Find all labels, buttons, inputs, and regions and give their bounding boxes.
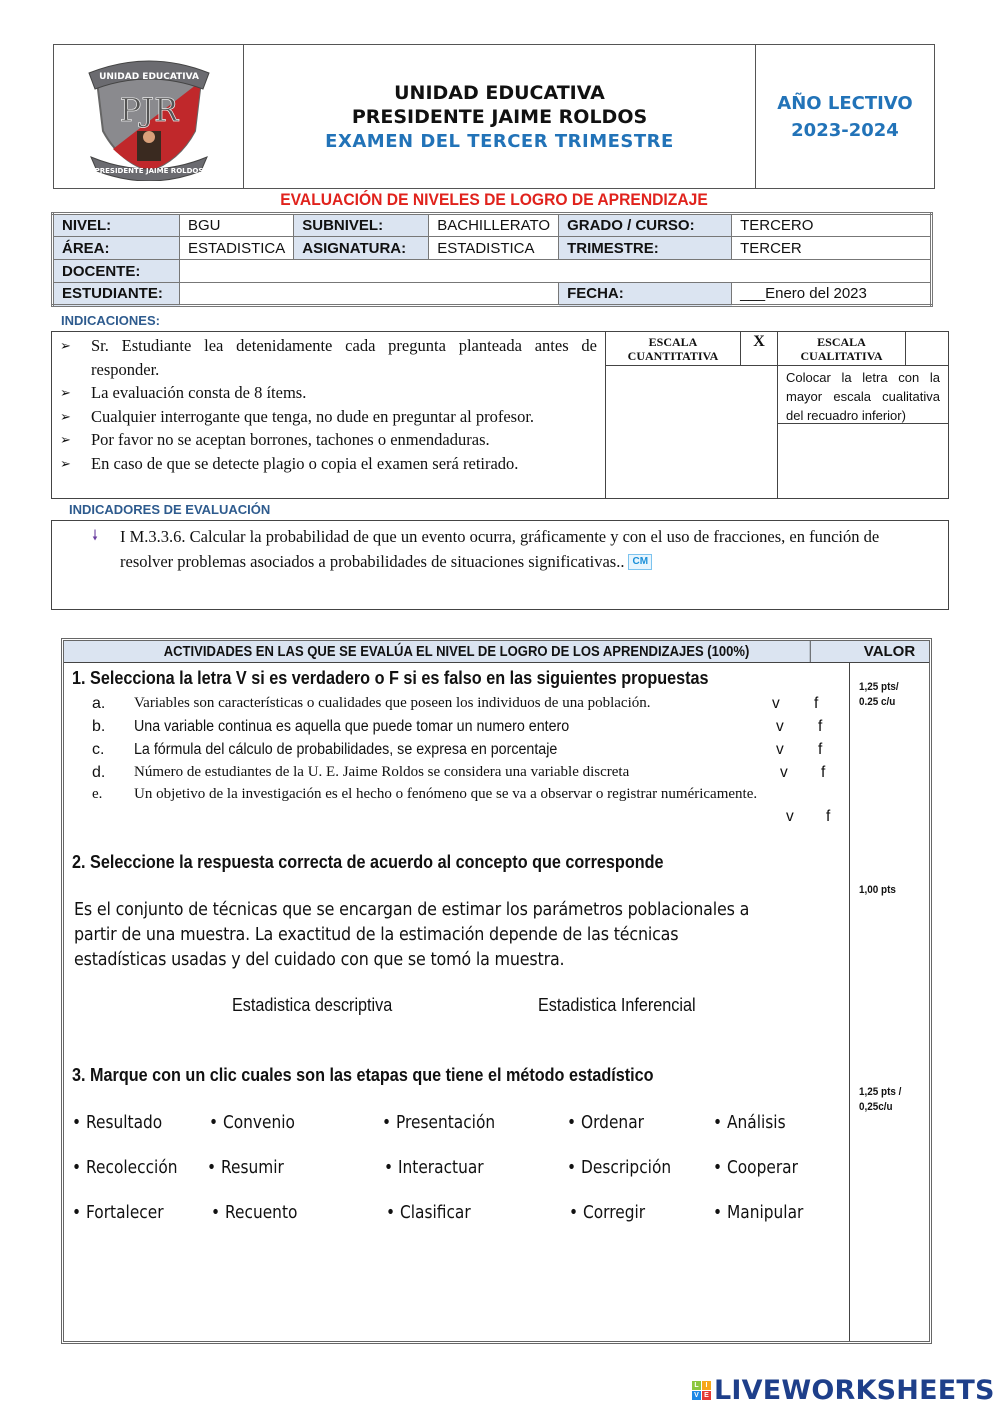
true-option-d[interactable]: v bbox=[780, 764, 788, 781]
indicator-text: I M.3.3.6. Calcular la probabilidad de que un evento ocurra, gráficamente y con el uso de fracciones, en función de resolver problemas asociados a probabilidades de situaciones significativas.. CM bbox=[120, 527, 880, 571]
liveworksheets-brand bbox=[692, 1375, 995, 1406]
svg-text:PJR: PJR bbox=[119, 90, 178, 129]
estudiante-field[interactable] bbox=[180, 283, 559, 306]
down-arrow-bullet-icon: 🠗 bbox=[92, 529, 99, 544]
school-year-cell bbox=[756, 45, 934, 188]
activities-table bbox=[61, 638, 932, 1344]
tf-item-d: d. Número de estudiantes de la U. E. Jaime Roldos se considera una variable discreta bbox=[92, 764, 630, 781]
tf-item-c: c. La fórmula del cálculo de probabilidades, se expresa en porcentaje bbox=[92, 741, 558, 758]
stage-option[interactable]: • Ordenar bbox=[567, 1113, 644, 1133]
subnivel-label: SUBNIVEL: bbox=[294, 214, 429, 237]
indicadores-label: INDICADORES DE EVALUACIÓN bbox=[69, 502, 271, 517]
indicacion-item: ➢ Sr. Estudiante lea detenidamente cada pregunta planteada antes de responder. bbox=[60, 334, 597, 381]
fecha-label: FECHA: bbox=[559, 283, 732, 306]
evaluation-title: EVALUACIÓN DE NIVELES DE LOGRO DE APRENDIZAJE bbox=[280, 190, 708, 209]
activities-content bbox=[64, 663, 850, 1341]
q3-value: 1,25 pts / 0,25c/u bbox=[859, 1086, 902, 1113]
trimestre-label: TRIMESTRE: bbox=[559, 237, 732, 260]
asignatura-label: ASIGNATURA: bbox=[294, 237, 429, 260]
grado-value: TERCERO bbox=[732, 214, 932, 237]
quantitative-score-field[interactable] bbox=[606, 366, 778, 498]
tf-item-a: a. Variables son características o cualidades que poseen los individuos de una población. bbox=[92, 695, 651, 712]
question-2-paragraph: Es el conjunto de técnicas que se encargan de estimar los parámetros poblacionales a partir de una muestra. La exactitud de la estimación depende de las técnicas estadísticas usadas y del cuidado con que se tomó la muestra. bbox=[74, 900, 750, 970]
school-crest-icon bbox=[79, 53, 219, 181]
stage-option[interactable]: • Presentación bbox=[382, 1113, 496, 1133]
liveworksheets-logo-icon: L I V E bbox=[692, 1381, 711, 1400]
stage-option[interactable]: • Análisis bbox=[713, 1113, 786, 1133]
indicacion-item: ➢ En caso de que se detecte plagio o copia el examen será retirado. bbox=[60, 452, 597, 476]
question-3-title: 3. Marque con un clic cuales son las etapas que tiene el método estadístico bbox=[72, 1065, 654, 1085]
school-logo-cell bbox=[54, 45, 244, 188]
arrow-bullet-icon: ➢ bbox=[60, 408, 71, 424]
scale-qualitative-mark[interactable] bbox=[906, 332, 948, 366]
scale-qualitative-header: ESCALA CUALITATIVA bbox=[778, 332, 906, 366]
fecha-value: ___Enero del 2023 bbox=[732, 283, 932, 306]
qualitative-score-field[interactable] bbox=[778, 424, 948, 498]
stage-option[interactable]: • Convenio bbox=[209, 1113, 295, 1133]
year-value: 2023-2024 bbox=[791, 119, 899, 141]
stage-option[interactable]: • Recuento bbox=[211, 1203, 298, 1223]
area-value: ESTADISTICA bbox=[180, 237, 294, 260]
student-info-table bbox=[51, 212, 933, 307]
estudiante-label: ESTUDIANTE: bbox=[53, 283, 180, 306]
stage-option[interactable]: • Descripción bbox=[567, 1158, 672, 1178]
false-option-c[interactable]: f bbox=[818, 741, 823, 758]
asignatura-value: ESTADISTICA bbox=[429, 237, 559, 260]
valor-header: VALOR bbox=[863, 643, 916, 660]
true-option-a[interactable]: v bbox=[772, 695, 780, 712]
svg-text:UNIDAD EDUCATIVA: UNIDAD EDUCATIVA bbox=[98, 71, 199, 82]
false-option-b[interactable]: f bbox=[818, 718, 823, 735]
cm-badge-icon: CM bbox=[628, 554, 652, 570]
arrow-bullet-icon: ➢ bbox=[60, 385, 71, 400]
indicacion-item: ➢ Cualquier interrogante que tenga, no dude en preguntar al profesor. bbox=[60, 405, 597, 429]
false-option-d[interactable]: f bbox=[821, 764, 826, 781]
false-option-a[interactable]: f bbox=[814, 695, 819, 712]
stage-option[interactable]: • Interactuar bbox=[384, 1158, 484, 1178]
scale-mark: X bbox=[741, 332, 778, 366]
indicaciones-list bbox=[52, 332, 606, 498]
indicacion-item: ➢ La evaluación consta de 8 ítems. bbox=[60, 381, 597, 405]
stage-option[interactable]: • Recolección bbox=[72, 1158, 178, 1178]
stage-option[interactable]: • Corregir bbox=[569, 1203, 646, 1223]
arrow-bullet-icon: ➢ bbox=[60, 455, 71, 471]
nivel-value: BGU bbox=[180, 214, 294, 237]
scale-quantitative-header: ESCALA CUANTITATIVA bbox=[606, 332, 741, 366]
indicaciones-label: INDICACIONES: bbox=[61, 313, 160, 328]
stage-option[interactable]: • Resultado bbox=[72, 1113, 163, 1133]
stage-option[interactable]: • Manipular bbox=[713, 1203, 804, 1223]
option-estadistica-inferencial[interactable]: Estadistica Inferencial bbox=[538, 995, 696, 1015]
stage-option[interactable]: • Fortalecer bbox=[72, 1203, 164, 1223]
q1-value: 1,25 pts/ 0.25 c/u bbox=[859, 681, 899, 708]
liveworksheets-wordmark: LIVEWORKSHEETS bbox=[714, 1375, 995, 1406]
indicacion-item: ➢ Por favor no se aceptan borrones, tachones o enmendaduras. bbox=[60, 428, 597, 452]
subnivel-value: BACHILLERATO bbox=[429, 214, 559, 237]
valor-column bbox=[850, 663, 929, 1341]
school-name-line1: UNIDAD EDUCATIVA bbox=[394, 82, 605, 104]
nivel-label: NIVEL: bbox=[53, 214, 180, 237]
false-option-e[interactable]: f bbox=[826, 808, 831, 825]
true-option-b[interactable]: v bbox=[776, 718, 784, 735]
area-label: ÁREA: bbox=[53, 237, 180, 260]
activities-header-row bbox=[64, 641, 929, 663]
stage-option[interactable]: • Resumir bbox=[207, 1158, 284, 1178]
question-2-title: 2. Seleccione la respuesta correcta de acuerdo al concepto que corresponde bbox=[72, 852, 664, 872]
scale-instruction: Colocar la letra con la mayor escala cualitativa del recuadro inferior) bbox=[778, 366, 948, 424]
school-title-cell bbox=[244, 45, 756, 188]
svg-text:PRESIDENTE JAIME ROLDOS: PRESIDENTE JAIME ROLDOS bbox=[94, 166, 203, 175]
indicadores-box bbox=[51, 520, 949, 610]
arrow-bullet-icon: ➢ bbox=[60, 338, 71, 353]
school-name-line2: PRESIDENTE JAIME ROLDOS bbox=[351, 106, 648, 128]
year-label: AÑO LECTIVO bbox=[777, 92, 913, 114]
grado-label: GRADO / CURSO: bbox=[559, 214, 732, 237]
arrow-bullet-icon: ➢ bbox=[60, 432, 71, 447]
question-1-title: 1. Selecciona la letra V si es verdadero o F si es falso en las siguientes propuestas bbox=[72, 668, 709, 688]
tf-item-b: b. Una variable continua es aquella que puede tomar un numero entero bbox=[92, 718, 570, 735]
activities-header: ACTIVIDADES EN LAS QUE SE EVALÚA EL NIVEL DE LOGRO DE LOS APRENDIZAJES (100%) bbox=[103, 641, 810, 662]
docente-field[interactable] bbox=[180, 260, 932, 283]
tf-item-e: e. Un objetivo de la investigación es el hecho o fenómeno que se va a observar o registrar numéricamente. bbox=[92, 786, 758, 802]
true-option-c[interactable]: v bbox=[776, 741, 784, 758]
grading-scale-grid bbox=[606, 332, 948, 498]
q2-value: 1,00 pts bbox=[859, 884, 896, 896]
document-header bbox=[53, 44, 935, 189]
stage-option[interactable]: • Cooperar bbox=[713, 1158, 798, 1178]
docente-label: DOCENTE: bbox=[53, 260, 180, 283]
exam-title: EXAMEN DEL TERCER TRIMESTRE bbox=[325, 131, 674, 152]
trimestre-value: TERCER bbox=[732, 237, 932, 260]
stage-option[interactable]: • Clasificar bbox=[386, 1203, 471, 1223]
option-estadistica-descriptiva[interactable]: Estadistica descriptiva bbox=[232, 995, 393, 1015]
indicaciones-box bbox=[51, 331, 949, 499]
true-option-e[interactable]: v bbox=[786, 808, 794, 825]
